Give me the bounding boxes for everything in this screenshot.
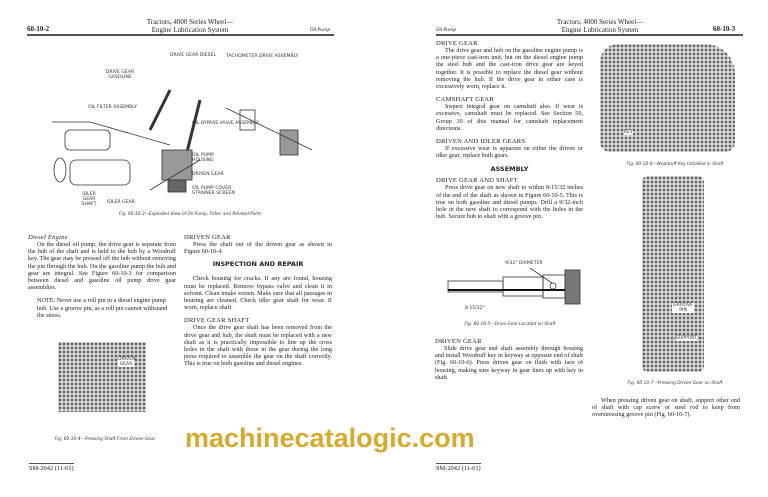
title-line: Engine Lubrication System	[151, 26, 229, 34]
paragraph: Slide drive gear and shaft assembly through housing and install Woodruff key in keyway at opposite end of shaft (Fig. 60-10-6). Press driven gear on flush with face of housing, making sure keyway in gear lines up with key in shaft.	[435, 345, 583, 381]
page-footer: SM-2042 (11-61)	[436, 465, 481, 472]
section-name: Oil Pump	[436, 28, 457, 33]
figure-caption: Fig. 60-10-6—Woodruff Key Installed in Shaft	[626, 162, 724, 167]
title-line: Tractors, 4000 Series Wheel—	[146, 18, 234, 26]
pressing-shaft-photo	[58, 342, 146, 412]
paragraph: If excessive wear is apparent on either the driven or idler gear, replace both gears.	[436, 145, 583, 160]
pressing-driven-gear-photo	[642, 176, 704, 372]
label-pump-housing: OIL PUMP HOUSING	[192, 153, 214, 163]
figure-caption: Fig. 60-10-5—Drive Gear Located on Shaft	[464, 322, 556, 327]
label-key: KEY	[624, 130, 633, 135]
label-diameter: 9/32" DIAMETER	[505, 261, 543, 266]
exploded-view-figure	[50, 50, 330, 210]
label-pump-cover: OIL PUMP COVER STRAINER SCREEN	[192, 186, 235, 196]
exploded-pump-drawing	[50, 50, 330, 210]
woodruff-key-photo	[600, 44, 735, 152]
section-heading: DRIVEN GEAR	[435, 338, 482, 345]
title-line: Tractors, 4000 Series Wheel—	[556, 18, 644, 26]
figure-caption: Fig. 60-10-4—Pressing Shaft From Driven Gear	[54, 437, 156, 442]
label-driven-gear: DRIVEN GEAR	[118, 357, 136, 367]
section-heading: ASSEMBLY	[490, 165, 529, 174]
paragraph: Check housing for cracks. If any are found, housing must be replaced. Remove bypass valve and clean it in solvent. Clean intake screen. Make sure that all passages in housing are cleaned. Check idler gear shaft for wear. If worn, replace shaft.	[184, 275, 332, 312]
label-oil-filter: OIL FILTER ASSEMBLY	[88, 105, 138, 110]
label-length: 8 15/32"	[465, 306, 485, 311]
title-line: Engine Lubrication System	[561, 26, 639, 34]
label-driven-gear: DRIVEN GEAR	[192, 172, 224, 177]
section-heading: DRIVEN AND IDLER GEARS	[436, 138, 526, 146]
section-name: Oil Pump	[310, 28, 331, 33]
paragraph: When pressing driven gear on shaft, support other end of shaft with cap screw or steel rod to keep from overstressing groove pin (Fig. 60-10-7).	[592, 397, 740, 419]
paragraph: Inspect integral gear on camshaft also. If wear is excessive, camshaft must be replaced. See Section 50, Group 30 of this manual for camshaft replacement directions.	[436, 103, 583, 132]
label-drive-gear-diesel: DRIVE GEAR DIESEL	[170, 53, 217, 58]
header-rule	[436, 34, 743, 36]
section-heading: Diesel Engine	[28, 234, 68, 241]
paragraph: Press the shaft out of the driven gear as shown in Figure 60-10-4.	[184, 241, 332, 256]
section-heading: DRIVE GEAR AND SHAFT	[436, 177, 518, 185]
section-heading: DRIVE GEAR	[436, 40, 478, 47]
label-idler-gear: IDLER GEAR	[107, 200, 135, 205]
watermark: machinecatalogic.com	[185, 423, 475, 453]
label-groove-pin: GROOVE PIN	[673, 303, 693, 313]
section-heading: INSPECTION AND REPAIR	[212, 260, 304, 269]
page-number: 60-10-3	[713, 25, 736, 33]
label-bypass-valve: OIL BYPASS VALVE ASSEMBLY	[192, 121, 259, 126]
label-idler-shaft: IDLER GEAR SHAFT	[81, 192, 97, 207]
section-heading: DRIVEN GEAR	[184, 234, 231, 241]
right-column	[184, 234, 332, 368]
driven-gear-section	[435, 338, 583, 381]
running-title	[530, 18, 670, 34]
page-number: 60-10-2	[27, 25, 50, 33]
paragraph: On the diesel oil pump, the drive gear is separate from the hub of the shaft and is held to the hub by a Woodruff key. The gear may be pressed off the hub without removing the pin through the hub. On the gasoline pump the hub and gear are integral. See Figure 60-10-3 for comparison between diesel and gasoline oil pump drive gear assemblies.	[28, 241, 176, 292]
header-rule	[27, 34, 334, 36]
left-column	[28, 234, 176, 319]
page-footer: SM-2042 (11-61)	[29, 465, 74, 472]
label-support: SUPPORT	[676, 336, 698, 341]
figure-caption: Fig. 60-10-3—Exploded View of Oil Pump, Filter, and Related Parts	[118, 212, 262, 217]
paragraph: Press drive gear on new shaft to within 8-15/32 inches of the end of the shaft as shown in Figure 60-10-5. This is true on both gasoline and diesel pumps. Drill a 9/32-inch hole in the new shaft to correspond with the holes in the hub. Secure hub to shaft with a groove pin.	[436, 184, 583, 221]
note: NOTE: Never use a roll pin in a diesel engine pump hub. Use a groove pin, as a roll pin cannot withstand the stress.	[37, 297, 168, 319]
paragraph: The drive gear and hub on the gasoline engine pump is a one-piece cast-iron unit, but on the diesel engine pump the steel hub and the cast-iron drive gear are keyed together. It is possible to replace the diesel gear without removing the hub. If the drive gear in either case is excessively worn, replace it.	[436, 47, 583, 91]
left-column	[436, 40, 583, 220]
section-heading: CAMSHAFT GEAR	[436, 96, 494, 104]
section-heading: DRIVE GEAR SHAFT	[184, 317, 250, 325]
paragraph: Once the drive gear shaft has been removed from the drive gear and hub, the shaft must be replaced with a new shaft as it is practically impossible to line up the cross holes in the shaft with those in the gear during the long press required to assemble the gear on the shaft correctly. This is true on both gasoline and diesel engines.	[184, 324, 332, 368]
figure-caption: Fig. 60-10-7—Pressing Driven Gear on Shaft	[627, 381, 723, 386]
running-title	[120, 18, 260, 34]
label-tachometer: TACHOMETER DRIVE ASSEMBLY	[226, 54, 299, 59]
label-drive-gear-gasoline: DRIVE GEAR GASOLINE	[105, 70, 135, 80]
